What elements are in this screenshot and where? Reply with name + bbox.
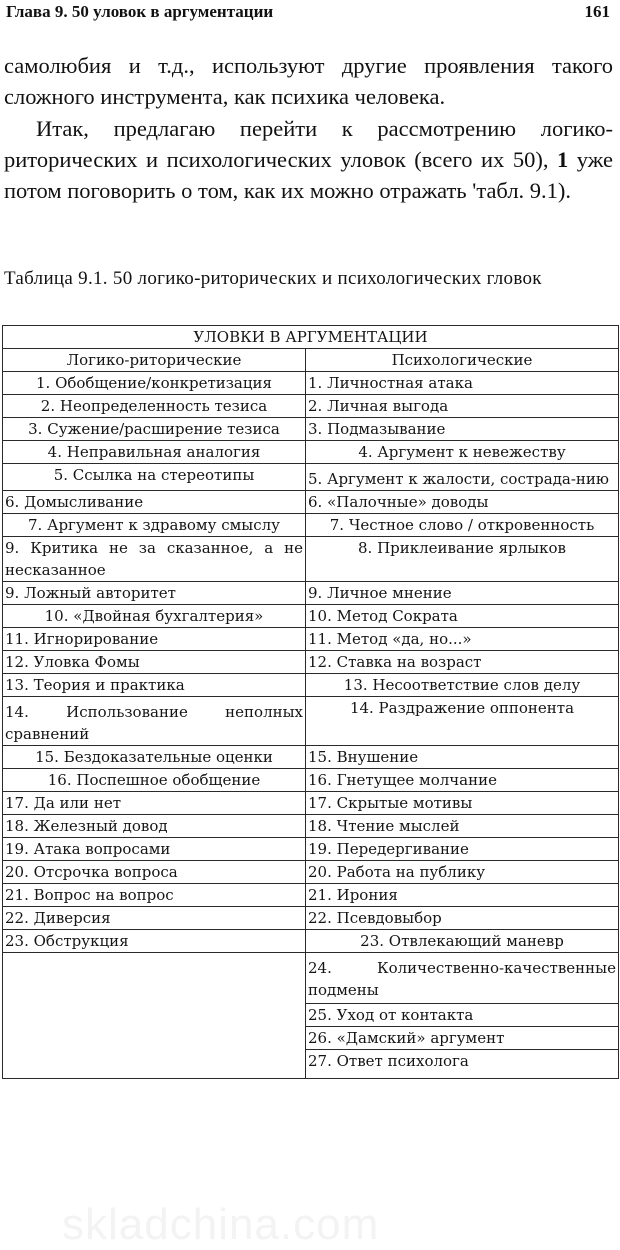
cell-left: 3. Сужение/расширение тезиса (3, 418, 306, 441)
cell-right: 5. Аргумент к жалости, сострада-нию (306, 464, 619, 491)
cell-right: 20. Работа на публику (306, 861, 619, 884)
cell-right: 2. Личная выгода (306, 395, 619, 418)
paragraph-1-text: самолюбия и т.д., используют другие проявления такого сложного инструмента, как психика человека. (4, 53, 613, 109)
cell-left: 7. Аргумент к здравому смыслу (3, 514, 306, 537)
cell-right: 25. Уход от контакта (306, 1004, 619, 1027)
table-row (3, 861, 619, 884)
tricks-table (2, 325, 619, 1079)
cell-left: 15. Бездоказательные оценки (3, 746, 306, 769)
cell-left: 1. Обобщение/конкретизация (3, 372, 306, 395)
cell-right: 18. Чтение мыслей (306, 815, 619, 838)
table-row (3, 697, 619, 746)
cell-left: 6. Домысливание (3, 491, 306, 514)
cell-right: 9. Личное мнение (306, 582, 619, 605)
cell-right: 3. Подмазывание (306, 418, 619, 441)
cell-left: 19. Атака вопросами (3, 838, 306, 861)
paragraph-2-part1: Итак, предлагаю перейти к рассмотрению логико-риторических и психологических уловок (всего их 50), (4, 116, 613, 172)
watermark: skladchina.com (62, 1200, 380, 1249)
cell-right: 16. Гнетущее молчание (306, 769, 619, 792)
cell-left: 17. Да или нет (3, 792, 306, 815)
cell-right: 13. Несоответствие слов делу (306, 674, 619, 697)
table-row (3, 605, 619, 628)
cell-left: 10. «Двойная бухгалтерия» (3, 605, 306, 628)
cell-left: 16. Поспешное обобщение (3, 769, 306, 792)
cell-right: 19. Передергивание (306, 838, 619, 861)
col-header-logical: Логико-риторические (3, 349, 306, 372)
table-row (3, 582, 619, 605)
table-title-row (3, 326, 619, 349)
cell-right: 8. Приклеивание ярлыков (306, 537, 619, 582)
table-row (3, 884, 619, 907)
cell-right: 24. Количественно-качественные подмены (306, 953, 619, 1004)
paragraph-2-text (4, 113, 613, 206)
cell-right: 15. Внушение (306, 746, 619, 769)
cell-right: 12. Ставка на возраст (306, 651, 619, 674)
cell-right: 4. Аргумент к невежеству (306, 441, 619, 464)
cell-right: 27. Ответ психолога (306, 1050, 619, 1079)
table-row (3, 464, 619, 491)
table-caption: Таблица 9.1. 50 логико-риторических и психологических гловок (4, 268, 542, 289)
cell-right: 26. «Дамский» аргумент (306, 1027, 619, 1050)
cell-right: 11. Метод «да, но...» (306, 628, 619, 651)
table-row (3, 815, 619, 838)
table-row (3, 674, 619, 697)
cell-left-empty (3, 953, 306, 1079)
table-row (3, 651, 619, 674)
table-row (3, 491, 619, 514)
table-title: УЛОВКИ В АРГУМЕНТАЦИИ (3, 326, 619, 349)
cell-right: 7. Честное слово / откровенность (306, 514, 619, 537)
cell-right: 14. Раздражение оппонента (306, 697, 619, 746)
cell-right: 17. Скрытые мотивы (306, 792, 619, 815)
table-row (3, 441, 619, 464)
table-row (3, 514, 619, 537)
cell-left: 12. Уловка Фомы (3, 651, 306, 674)
cell-left: 21. Вопрос на вопрос (3, 884, 306, 907)
paragraph-1 (4, 50, 613, 112)
table-row (3, 418, 619, 441)
cell-left: 9. Критика не за сказанное, а не несказанное (3, 537, 306, 582)
cell-left: 2. Неопределенность тезиса (3, 395, 306, 418)
cell-left: 9. Ложный авторитет (3, 582, 306, 605)
page-number: 161 (584, 2, 610, 21)
chapter-title: Глава 9. 50 уловок в аргументации (6, 2, 274, 21)
table-row (3, 792, 619, 815)
table-row (3, 372, 619, 395)
cell-left: 4. Неправильная аналогия (3, 441, 306, 464)
paragraph-2-part2: уже потом поговорить о том, как их можно отражать 'табл. 9.1). (4, 147, 613, 203)
cell-left: 11. Игнорирование (3, 628, 306, 651)
cell-right: 22. Псевдовыбор (306, 907, 619, 930)
cell-left: 22. Диверсия (3, 907, 306, 930)
table-row (3, 930, 619, 953)
table-row (3, 838, 619, 861)
cell-right: 23. Отвлекающий маневр (306, 930, 619, 953)
paragraph-2-bold: 1 (557, 147, 569, 172)
table-row (3, 537, 619, 582)
cell-left: 13. Теория и практика (3, 674, 306, 697)
cell-left: 5. Ссылка на стереотипы (3, 464, 306, 491)
table-row (3, 628, 619, 651)
table-row (3, 395, 619, 418)
running-head (6, 0, 610, 24)
cell-right: 1. Личностная атака (306, 372, 619, 395)
cell-right: 6. «Палочные» доводы (306, 491, 619, 514)
table-row (3, 907, 619, 930)
paragraph-2 (4, 113, 613, 206)
cell-left: 23. Обструкция (3, 930, 306, 953)
cell-left: 20. Отсрочка вопроса (3, 861, 306, 884)
cell-right: 21. Ирония (306, 884, 619, 907)
table-row (3, 953, 619, 1004)
cell-left: 18. Железный довод (3, 815, 306, 838)
cell-left: 14. Использование неполных сравнений (3, 697, 306, 746)
table-row (3, 746, 619, 769)
cell-right: 10. Метод Сократа (306, 605, 619, 628)
table-header-row (3, 349, 619, 372)
col-header-psychological: Психологические (306, 349, 619, 372)
table-row (3, 769, 619, 792)
